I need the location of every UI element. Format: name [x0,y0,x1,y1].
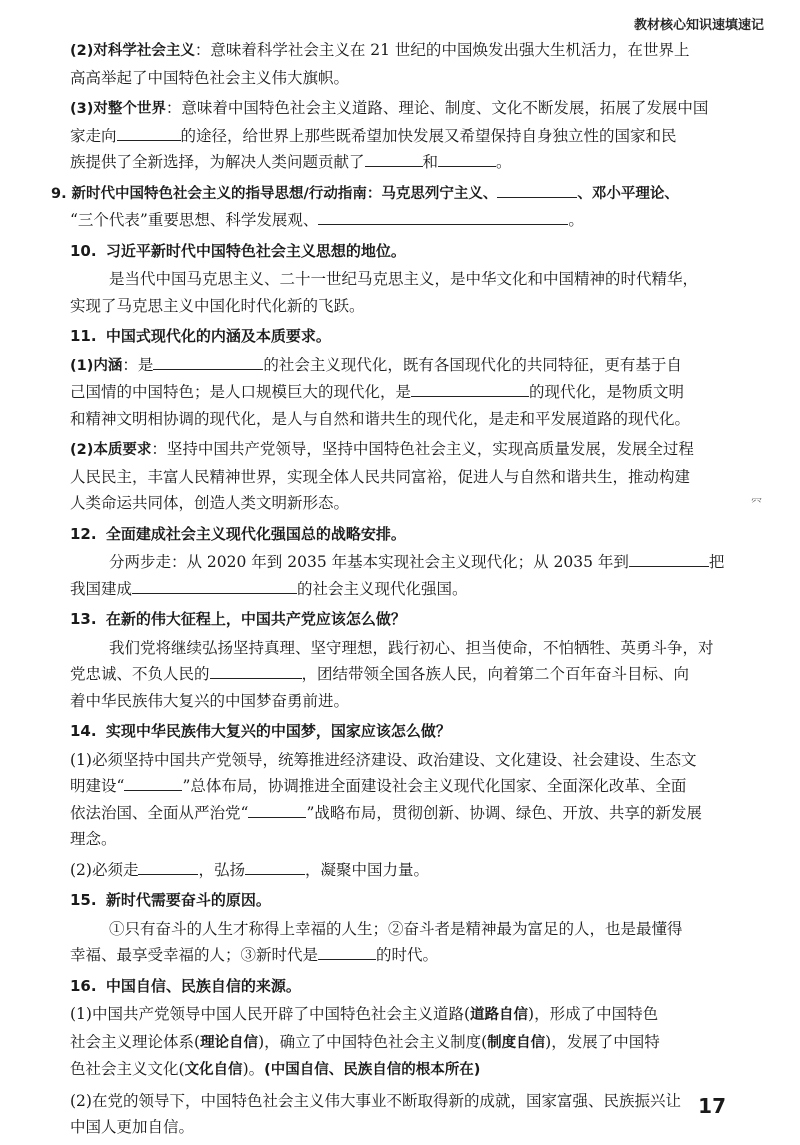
section-title: 在新的伟大征程上，中国共产党应该怎么做？ [105,610,406,628]
section-15-body: ①只有奋斗的人生才称得上幸福的人生；②奋斗者是精神最为富足的人，也是最懂得 幸福、最享受幸福的人；③新时代是 的时代。 [70,919,683,964]
section-12-body: 分两步走：从 2020 年到 2035 年基本实现社会主义现代化；从 2035 年到 把 我国建成 的社会主义现代化强国。 [70,549,746,602]
s11-paragraph-2: (2)本质要求：坚持中国共产党领导，坚持中国特色社会主义，实现高质量发展，发展全过程 人民民主，丰富人民精神世界，实现全体人民共同富裕，促进人与自然和谐共生，推动构建 人类命运共同体，创造人类文明新形态。 [70,440,694,512]
section-number: 12. [70,524,97,543]
section-15-heading [70,887,746,914]
section-14-heading [70,718,746,745]
fill-blank[interactable] [117,123,181,141]
section-number: 14. [70,722,97,740]
fill-blank[interactable] [245,857,305,875]
fill-blank[interactable] [138,857,198,875]
section-number: 9. [51,185,67,202]
section-title: 中国自信、民族自信的来源。 [105,976,301,995]
section-9: 9. 新时代中国特色社会主义的指导思想/行动指南：马克思列宁主义、 、邓小平理论、 “三个代表”重要思想、科学发展观、 。 [70,180,746,234]
fill-blank[interactable] [132,576,297,594]
s8-paragraph-2: (2)对科学社会主义：意味着科学社会主义在 21 世纪的中国焕发出强大生机活力，在世界上 高高举起了中国特色社会主义伟大旗帜。 [70,41,690,87]
fill-blank[interactable] [210,661,302,679]
page-number: 17 [698,1094,726,1118]
section-title: 新时代需要奋斗的原因。 [105,891,271,909]
running-header: 教材核心知识速填速记 [633,18,764,33]
s8-p2-label: (2)对科学社会主义 [70,43,195,59]
fill-blank[interactable] [124,773,182,791]
fill-blank[interactable] [248,800,306,818]
s16-paragraph-1: (1)中国共产党领导中国人民开辟了中国特色社会主义道路(道路自信)，形成了中国特色 社会主义理论体系(理论自信)，确立了中国特色社会主义制度(制度自信)，发展了中国特 色社会主义文化(文化自信)。(中国自信、民族自信的根本所在) [70,1005,660,1078]
s16-paragraph-2: (2)在党的领导下，中国特色社会主义伟大事业不断取得新的成就，国家富强、民族振兴让 中国人更加自信。 [70,1091,681,1136]
s8-p3-label: (3)对整个世界 [70,101,166,117]
fill-blank[interactable] [318,207,568,225]
fill-blank[interactable] [411,379,529,397]
section-12-heading [70,521,746,548]
section-title: 实现中华民族伟大复兴的中国梦，国家应该怎么做？ [105,722,451,740]
margin-mark: 㓁 [751,496,762,509]
s11-paragraph-1: (1)内涵：是 的社会主义现代化，既有各国现代化的共同特征，更有基于自 己国情的中国特色；是人口规模巨大的现代化，是 的现代化，是物质文明 和精神文明相协调的现代化，是人与自然和谐共生的现代化，是走和平发展道路的现代化。 [70,352,746,433]
section-number: 16. [70,976,97,995]
section-13-body: 我们党将继续弘扬坚持真理、坚守理想，践行初心、担当使命，不怕牺牲、英勇斗争，对 党忠诚、不负人民的 ，团结带领全国各族人民，向着第二个百年奋斗目标、向 着中华民族伟大复兴的中国梦奋勇前进。 [70,638,714,710]
fill-blank[interactable] [438,149,496,167]
section-16-heading [70,973,746,1000]
fill-blank[interactable] [318,942,376,960]
fill-blank[interactable] [497,180,577,198]
s14-paragraph-2: (2)必须走 ，弘扬 ，凝聚中国力量。 [70,857,746,884]
section-10-body: 是当代中国马克思主义、二十一世纪马克思主义，是中华文化和中国精神的时代精华， 实现了马克思主义中国化时代化新的飞跃。 [70,270,699,315]
fill-blank[interactable] [629,549,709,567]
section-number: 15. [70,891,97,909]
fill-blank[interactable] [365,149,423,167]
section-title: 中国式现代化的内涵及本质要求。 [105,327,331,345]
section-number: 10. [70,241,97,260]
section-title: 习近平新时代中国特色社会主义思想的地位。 [105,241,406,260]
section-number: 13. [70,610,97,628]
section-number: 11. [70,327,97,345]
section-10-heading [70,238,746,265]
fill-blank[interactable] [153,352,263,370]
s14-paragraph-1: (1)必须坚持中国共产党领导，统筹推进经济建设、政治建设、文化建设、社会建设、生态文 明建设“ ”总体布局，协调推进全面建设社会主义现代化国家、全面深化改革、全面 依法治国、全面从严治党“ ”战略布局，贯彻创新、协调、绿色、开放、共享的新发展 理念。 [70,750,702,848]
section-13-heading [70,606,746,633]
section-11-heading [70,323,746,350]
page-content [51,37,746,1145]
s8-paragraph-3: (3)对整个世界：意味着中国特色社会主义道路、理论、制度、文化不断发展，拓展了发展中国 家走向 的途径，给世界上那些既希望加快发展又希望保持自身独立性的国家和民 族提供了全新选择，为解决人类问题贡献了 和 。 [70,99,709,171]
section-title: 全面建成社会主义现代化强国总的战略安排。 [105,524,406,543]
